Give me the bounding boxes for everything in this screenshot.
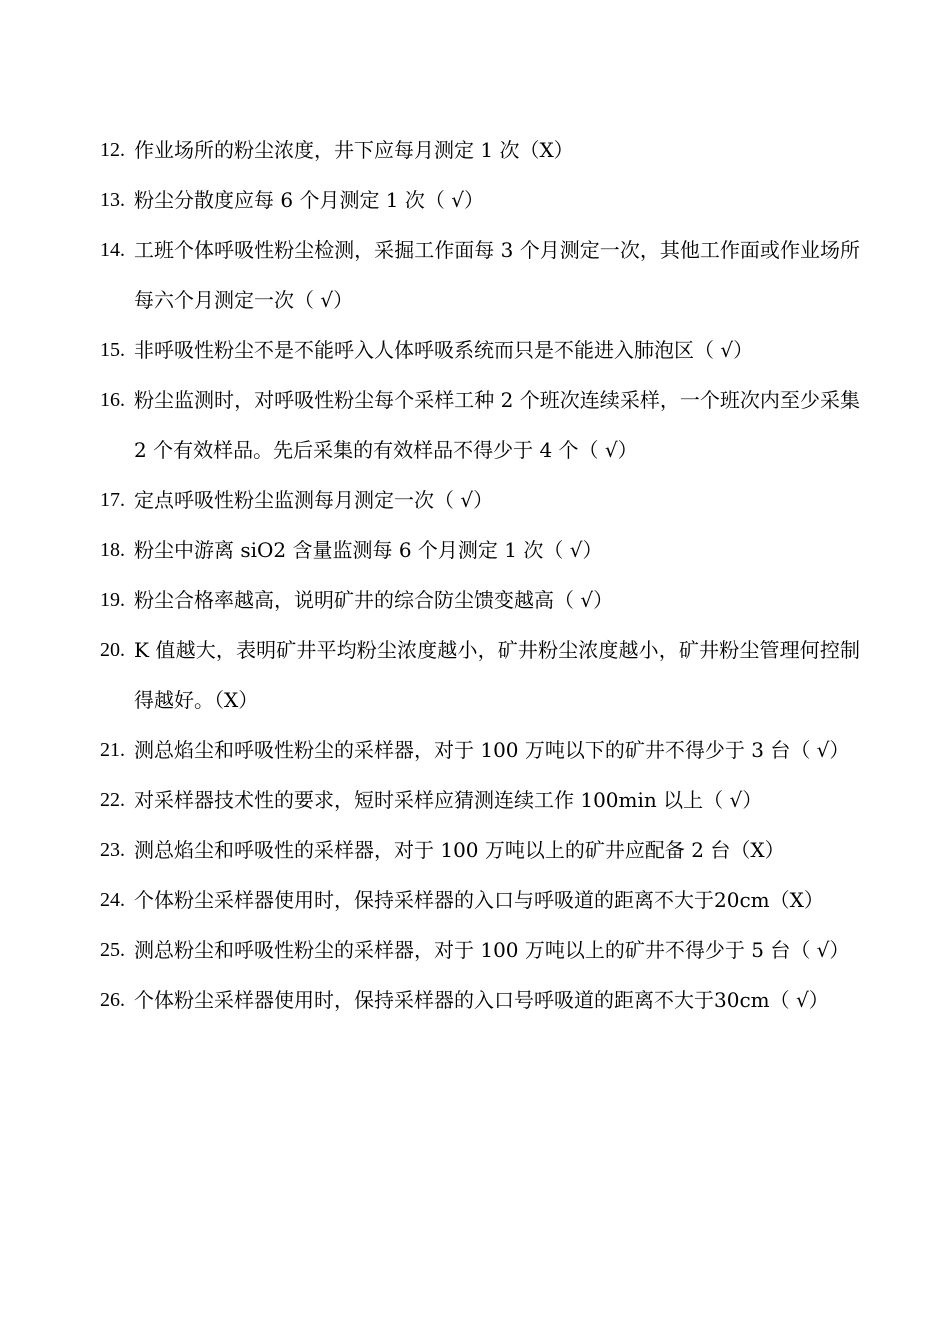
list-item: [100, 975, 860, 1025]
item-number: 14.: [100, 239, 125, 261]
item-number: 12.: [100, 139, 125, 161]
item-text: 粉尘监测时，对呼吸性粉尘每个采样工种 2 个班次连续采样，一个班次内至少采集 2 个有效样品。先后采集的有效样品不得少于 4 个（ √）: [134, 388, 860, 462]
list-item: [100, 225, 860, 325]
item-text: 测总焰尘和呼吸性粉尘的采样器，对于 100 万吨以下的矿井不得少于 3 台（ √）: [134, 738, 850, 762]
list-item: [100, 725, 860, 775]
list-item: [100, 625, 860, 725]
item-text: 测总焰尘和呼吸性的采样器，对于 100 万吨以上的矿井应配备 2 台（X）: [134, 838, 785, 862]
question-list: [100, 125, 860, 1025]
list-item: [100, 875, 860, 925]
item-number: 25.: [100, 939, 125, 961]
item-number: 21.: [100, 739, 125, 761]
list-item: [100, 925, 860, 975]
list-item: [100, 125, 860, 175]
item-number: 20.: [100, 639, 125, 661]
item-number: 18.: [100, 539, 125, 561]
item-number: 19.: [100, 589, 125, 611]
item-number: 16.: [100, 389, 125, 411]
list-item: [100, 575, 860, 625]
item-number: 24.: [100, 889, 125, 911]
item-text: 对采样器技术性的要求，短时采样应猜测连续工作 100min 以上（ √）: [134, 788, 763, 812]
item-text: 粉尘合格率越高，说明矿井的综合防尘馈变越高（ √）: [134, 588, 614, 612]
item-number: 15.: [100, 339, 125, 361]
item-number: 17.: [100, 489, 125, 511]
item-number: 23.: [100, 839, 125, 861]
list-item: [100, 175, 860, 225]
item-number: 26.: [100, 989, 125, 1011]
item-text: 粉尘中游离 siO2 含量监测每 6 个月测定 1 次（ √）: [134, 538, 603, 562]
item-text: 作业场所的粉尘浓度，井下应每月测定 1 次（X）: [134, 138, 574, 162]
list-item: [100, 825, 860, 875]
list-item: [100, 775, 860, 825]
item-text: K 值越大，表明矿井平均粉尘浓度越小，矿井粉尘浓度越小，矿井粉尘管理何控制得越好。（X）: [134, 638, 860, 712]
item-text: 个体粉尘采样器使用时，保持采样器的入口与呼吸道的距离不大于20cm（X）: [134, 888, 824, 912]
item-number: 13.: [100, 189, 125, 211]
list-item: [100, 525, 860, 575]
list-item: [100, 475, 860, 525]
item-text: 测总粉尘和呼吸性粉尘的采样器，对于 100 万吨以上的矿井不得少于 5 台（ √）: [134, 938, 850, 962]
list-item: [100, 325, 860, 375]
item-text: 非呼吸性粉尘不是不能呼入人体呼吸系统而只是不能进入肺泡区（ √）: [134, 338, 754, 362]
item-text: 工班个体呼吸性粉尘检测，采掘工作面每 3 个月测定一次，其他工作面或作业场所每六个月测定一次（ √）: [134, 238, 860, 312]
item-number: 22.: [100, 789, 125, 811]
item-text: 定点呼吸性粉尘监测每月测定一次（ √）: [134, 488, 494, 512]
item-text: 个体粉尘采样器使用时，保持采样器的入口号呼吸道的距离不大于30cm（ √）: [134, 988, 829, 1012]
item-text: 粉尘分散度应每 6 个月测定 1 次（ √）: [134, 188, 484, 212]
list-item: [100, 375, 860, 475]
